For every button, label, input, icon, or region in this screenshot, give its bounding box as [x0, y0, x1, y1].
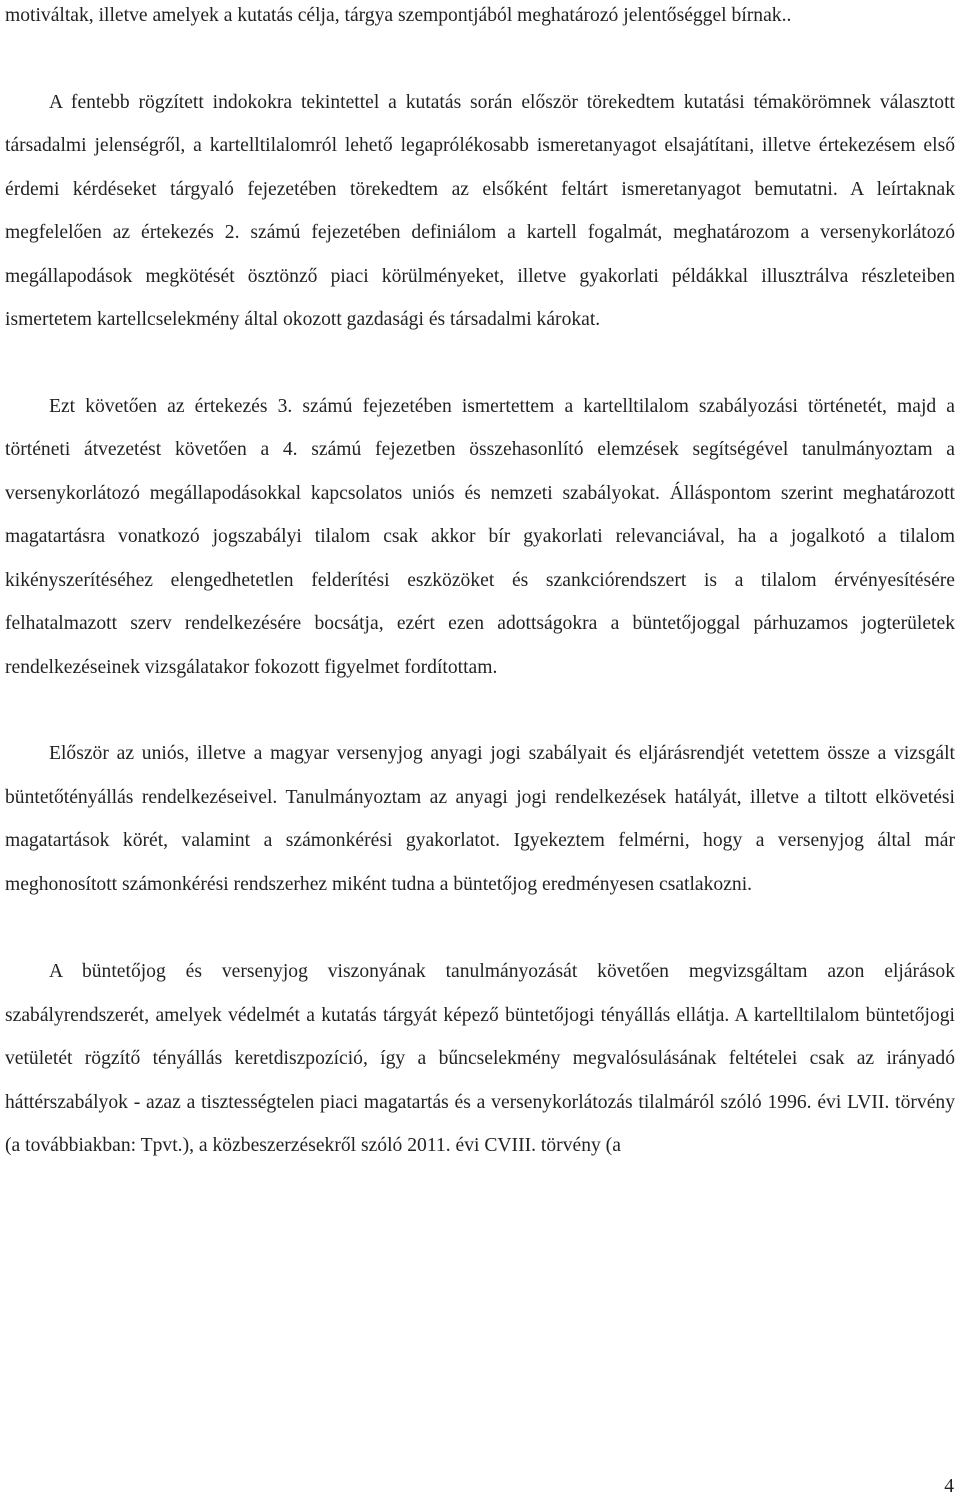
paragraph-research-scope: A fentebb rögzített indokokra tekintettel a kutatás során először törekedtem kutatási témakörömnek választott társadalmi jelenségről, a kartelltilalomról lehető legaprólékosabb ismeretanyagot elsajátítani, illetve értekezésem első érdemi kérdéseket tárgyaló fejezetében törekedtem az elsőként feltárt ismeretanyagot bemutatni. A leírtaknak megfelelően az értekezés 2. számú fejezetében definiálom a kartell fogalmát, meghatározom a versenykorlátozó megállapodások megkötését ösztönző piaci körülményeket, illetve gyakorlati példákkal illusztrálva részleteiben ismertetem kartellcselekmény által okozott gazdasági és társadalmi károkat. [5, 91, 955, 330]
paragraph-continuation: motiváltak, illetve amelyek a kutatás célja, tárgya szempontjából meghatározó jelentőséggel bírnak.. [5, 5, 792, 26]
document-page [5, 0, 955, 1168]
paragraph-regulatory-history: Ezt követően az értekezés 3. számú fejezetében ismertettem a kartelltilalom szabályozási történetét, majd a történeti átvezetést követően a 4. számú fejezetben összehasonlító elemzések segítségével tanulmányoztam a versenykorlátozó megállapodásokkal kapcsolatos uniós és nemzeti szabályokat. Álláspontom szerint meghatározott magatartásra vonatkozó jogszabályi tilalom csak akkor bír gyakorlati relevanciával, ha a jogalkotó a tilalom kikényszerítéséhez elengedhetetlen felderítési eszközöket és szankciórendszert is a tilalom érvényesítésére felhatalmazott szerv rendelkezésére bocsátja, ezért ezen adottságokra a büntetőjoggal párhuzamos jogterületek rendelkezéseinek vizsgálatakor fokozott figyelmet fordítottam. [5, 395, 955, 678]
paragraph-criminal-law: A büntetőjog és versenyjog viszonyának tanulmányozását követően megvizsgáltam azon eljárások szabályrendszerét, amelyek védelmét a kutatás tárgyát képező büntetőjogi tényállás ellátja. A kartelltilalom büntetőjogi vetületét rögzítő tényállás keretdiszpozíció, így a bűncselekmény megvalósulásának feltételei csak az irányadó háttérszabályok - azaz a tisztességtelen piaci magatartás és a versenykorlátozás tilalmáról szóló 1996. évi LVII. törvény (a továbbiakban: Tpvt.), a közbeszerzésekről szóló 2011. évi CVIII. törvény (a [5, 961, 955, 1156]
page-number: 4 [944, 1476, 954, 1497]
paragraph-competition-law: Először az uniós, illetve a magyar versenyjog anyagi jogi szabályait és eljárásrendjét vetettem össze a vizsgált büntetőtényállás rendelkezéseivel. Tanulmányoztam az anyagi jogi rendelkezések hatályát, illetve a tiltott elkövetési magatartások körét, valamint a számonkérési gyakorlatot. Igyekeztem felmérni, hogy a versenyjog által már meghonosított számonkérési rendszerhez miként tudna a büntetőjog eredményesen csatlakozni. [5, 743, 955, 895]
